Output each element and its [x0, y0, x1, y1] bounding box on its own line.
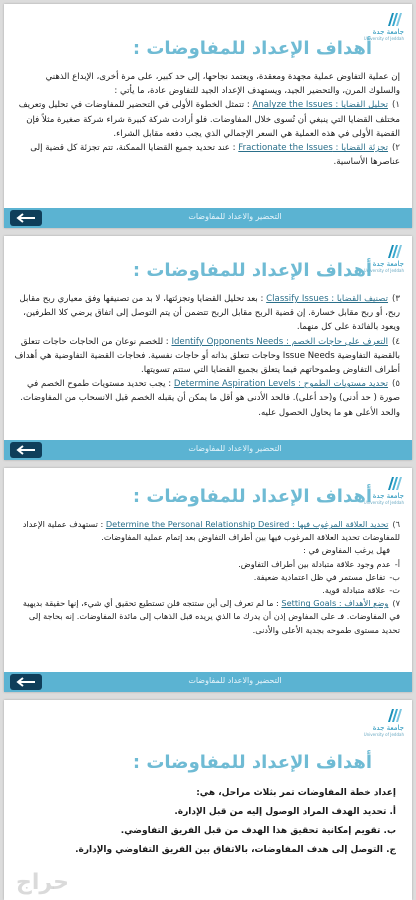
item-heading: تجزئة القضايا : Fractionate the Issues [238, 143, 389, 154]
watermark: حراج [16, 870, 69, 895]
university-logo [360, 10, 404, 40]
item-text: : تتمثل الخطوة الأولى في التحضير للمفاوضات في تحليل وتعريف مختلف القضايا التي ينبغي أن تُسوى خلال المفاوضات. فلو أرادت شركة كبيرة شراء شركة صغيرة مثلاً فإن القضية الأولى في هذه العملية هي السعر الإجمالي الذي يجب دفعه مقابل الشراء. [18, 100, 400, 139]
slide-footer [4, 440, 412, 460]
logo-subtitle: University of Jeddah [363, 36, 404, 41]
question-text: فهل يرغب المفاوض في : [303, 545, 390, 556]
list-item: ١)تحليل القضايا : Analyze the Issues : تتمثل الخطوة الأولى في التحضير للمفاوضات في تحليل وتعريف مختلف القضايا التي ينبغي أن تُسوى خلال المفاوضات. فلو أرادت شركة كبيرة شراء شركة صغيرة مثلاً فإن القضية الأولى في هذه العملية هي السعر الإجمالي الذي يجب دفعه مقابل الشراء. [18, 100, 400, 139]
list-item: ٣)تصنيف القضايا : Classify Issues : بعد تحليل القضايا وتجزئتها، لا بد من تصنيفها وفق معياري ربح مقابل ربح، أو ربح مقابل خسارة. إن قضية الربح مقابل الربح تتضمن أن يتم التوصل إلى اتفاق يرضي كلا الطرفين، ويعود بالفائدة على كل منهما. [19, 294, 400, 333]
university-logo-icon [386, 242, 404, 260]
slide-body [14, 518, 400, 637]
logo-name: جامعة جدة [372, 260, 404, 268]
slide-2 [4, 236, 412, 460]
item-heading: تحليل القضايا : Analyze the Issues [252, 100, 389, 111]
university-logo [360, 706, 404, 736]
list-item: ٧)وضع الأهداف : Setting Goals : ما لم تعرف إلى أين ستتجه فلن تستطيع تحقيق أي شيء، إنها حقيقة بديهية في المفاوضات. فـ على المفاوض إذن أن يدرك ما الذي يريده قبل الذهاب إلى مائدة المفاوضات. إنه بحاجة إلى تحديد مستوى طموحه بجدية الأعلى والأدنى. [22, 598, 400, 635]
item-text: : تستهدف عملية الإعداد للمفاوضات تحديد العلاقة المرغوب فيها بين أطراف التفاوض بعد إتمام عملية المفاوضات. [22, 519, 400, 543]
slide-body [14, 70, 400, 169]
item-heading: تحديد مستويات الطموح : Determine Aspiration Levels [173, 379, 389, 390]
next-button[interactable] [10, 674, 42, 690]
intro-text: إن عملية التفاوض عملية مجهدة ومعقدة، ويعتمد نجاحها، إلى حد كبير، على مرة أخرى، الإبداع الذهني والسلوك المرن، والتحضير الجيد، ويستهدف الإعداد الجيد للتفاوض عادة، ما يأتي : [45, 72, 400, 97]
logo-subtitle: University of Jeddah [363, 268, 404, 273]
plan-step: ب. تقويم إمكانية تحقيق هذا الهدف من قبل الفريق التفاوضي. [120, 826, 396, 836]
university-logo-icon [386, 474, 404, 492]
item-heading: التعرف على حاجات الخصم : Identify Opponents Needs [171, 336, 389, 347]
list-item: ٥)تحديد مستويات الطموح : Determine Aspiration Levels : يجب تحديد مستويات طموح الخصم في صورة ( حد أدنى) و(حد أعلى). فالحد الأدنى هو أقل ما يمكن أن يقبله الخصم قبل الانسحاب من المفاوضات. والحد الأعلى هو ما يحاول الحصول عليه. [20, 379, 400, 418]
university-logo-icon [386, 10, 404, 28]
slide-title: أهداف الإعداد للمفاوضات : [132, 752, 372, 773]
list-item: ٦)تحديد العلاقة المرغوب فيها : Determine the Personal Relationship Desired : تستهدف عملية الإعداد للمفاوضات تحديد العلاقة المرغوب فيها بين أطراف التفاوض بعد إتمام عملية المفاوضات. [22, 519, 400, 543]
item-heading: وضع الأهداف : Setting Goals [281, 598, 389, 609]
logo-subtitle: University of Jeddah [363, 500, 404, 505]
option-item: ب-تفاعل مستمر في ظل اعتمادية ضعيفة. [253, 571, 400, 582]
plan-step: ج. التوصل إلى هدف المفاوضات، بالاتفاق بين الفريق التفاوضي والإدارة. [75, 845, 396, 855]
option-item: أ-عدم وجود علاقة متبادلة بين أطراف التفاوض. [238, 558, 400, 569]
plan-step: أ. تحديد الهدف المراد الوصول إليه من قبل الإدارة. [174, 807, 396, 817]
slide-footer [4, 672, 412, 692]
arrow-left-icon [16, 677, 36, 687]
footer-text: التحضير والاعداد للمفاوضات [188, 444, 282, 453]
logo-name: جامعة جدة [372, 28, 404, 36]
next-button[interactable] [10, 442, 42, 458]
plan-intro: إعداد خطة المفاوضات تمر بثلاث مراحل، هي: [196, 788, 396, 798]
slide-title: أهداف الإعداد للمفاوضات : [132, 260, 372, 281]
list-item: ٤)التعرف على حاجات الخصم : Identify Opponents Needs : للخصم نوعان من الحاجات حاجات تتعلق بالقضية التفاوضية Issue Needs وحاجات تتعلق بذاته أو حاجات نفسية. فحاجات القضية التفاوضية هي أهداف أطراف التفاوض وطموحاتهم فيما يتعلق بجميع القضايا التي ستتم تسويتها. [14, 336, 400, 376]
logo-name: جامعة جدة [372, 492, 404, 500]
option-item: ت-علاقة متبادلة قوية. [322, 585, 400, 596]
arrow-left-icon [16, 445, 36, 455]
footer-text: التحضير والاعداد للمفاوضات [188, 676, 282, 685]
footer-text: التحضير والاعداد للمفاوضات [188, 212, 282, 221]
logo-subtitle: University of Jeddah [363, 732, 404, 737]
item-text: : عند تحديد جميع القضايا الممكنة، تتم تجزئة كل قضية إلى عناصرها الأساسية. [30, 143, 400, 168]
item-heading: تحديد العلاقة المرغوب فيها : Determine the Personal Relationship Desired [105, 519, 389, 529]
item-text: : يجب تحديد مستويات طموح الخصم في صورة ( حد أدنى) و(حد أعلى). فالحد الأدنى هو أقل ما يمكن أن يقبله الخصم قبل الانسحاب من المفاوضات. والحد الأعلى هو ما يحاول الحصول عليه. [20, 379, 400, 418]
next-button[interactable] [10, 210, 42, 226]
list-item: ٢)تجزئة القضايا : Fractionate the Issues : عند تحديد جميع القضايا الممكنة، تتم تجزئة كل قضية إلى عناصرها الأساسية. [30, 143, 400, 168]
slide-4 [4, 700, 412, 900]
item-heading: تصنيف القضايا : Classify Issues [266, 294, 389, 304]
slide-3 [4, 468, 412, 692]
slide-body [14, 292, 400, 420]
arrow-left-icon [16, 213, 36, 223]
item-text: : للخصم نوعان من الحاجات حاجات تتعلق بالقضية التفاوضية Issue Needs وحاجات تتعلق بذاته أو حاجات نفسية. فحاجات القضية التفاوضية هي أهداف أطراف التفاوض وطموحاتهم فيما يتعلق بجميع القضايا التي ستتم تسويتها. [14, 336, 400, 376]
slide-footer [4, 208, 412, 228]
slide-1 [4, 4, 412, 228]
item-text: : بعد تحليل القضايا وتجزئتها، لا بد من تصنيفها وفق معياري ربح مقابل ربح، أو ربح مقابل خسارة. إن قضية الربح مقابل الربح تتضمن أن يتم التوصل إلى اتفاق يرضي كلا الطرفين، ويعود بالفائدة على كل منهما. [19, 294, 400, 333]
slide-body [14, 784, 396, 860]
logo-name: جامعة جدة [372, 724, 404, 732]
item-text: : ما لم تعرف إلى أين ستتجه فلن تستطيع تحقيق أي شيء، إنها حقيقة بديهية في المفاوضات. فـ على المفاوض إذن أن يدرك ما الذي يريده قبل الذهاب إلى مائدة المفاوضات. إنه بحاجة إلى تحديد مستوى طموحه بجدية الأعلى والأدنى. [22, 598, 400, 635]
slide-title: أهداف الإعداد للمفاوضات : [132, 486, 372, 507]
university-logo-icon [386, 706, 404, 724]
slide-title: أهداف الإعداد للمفاوضات : [132, 38, 372, 59]
